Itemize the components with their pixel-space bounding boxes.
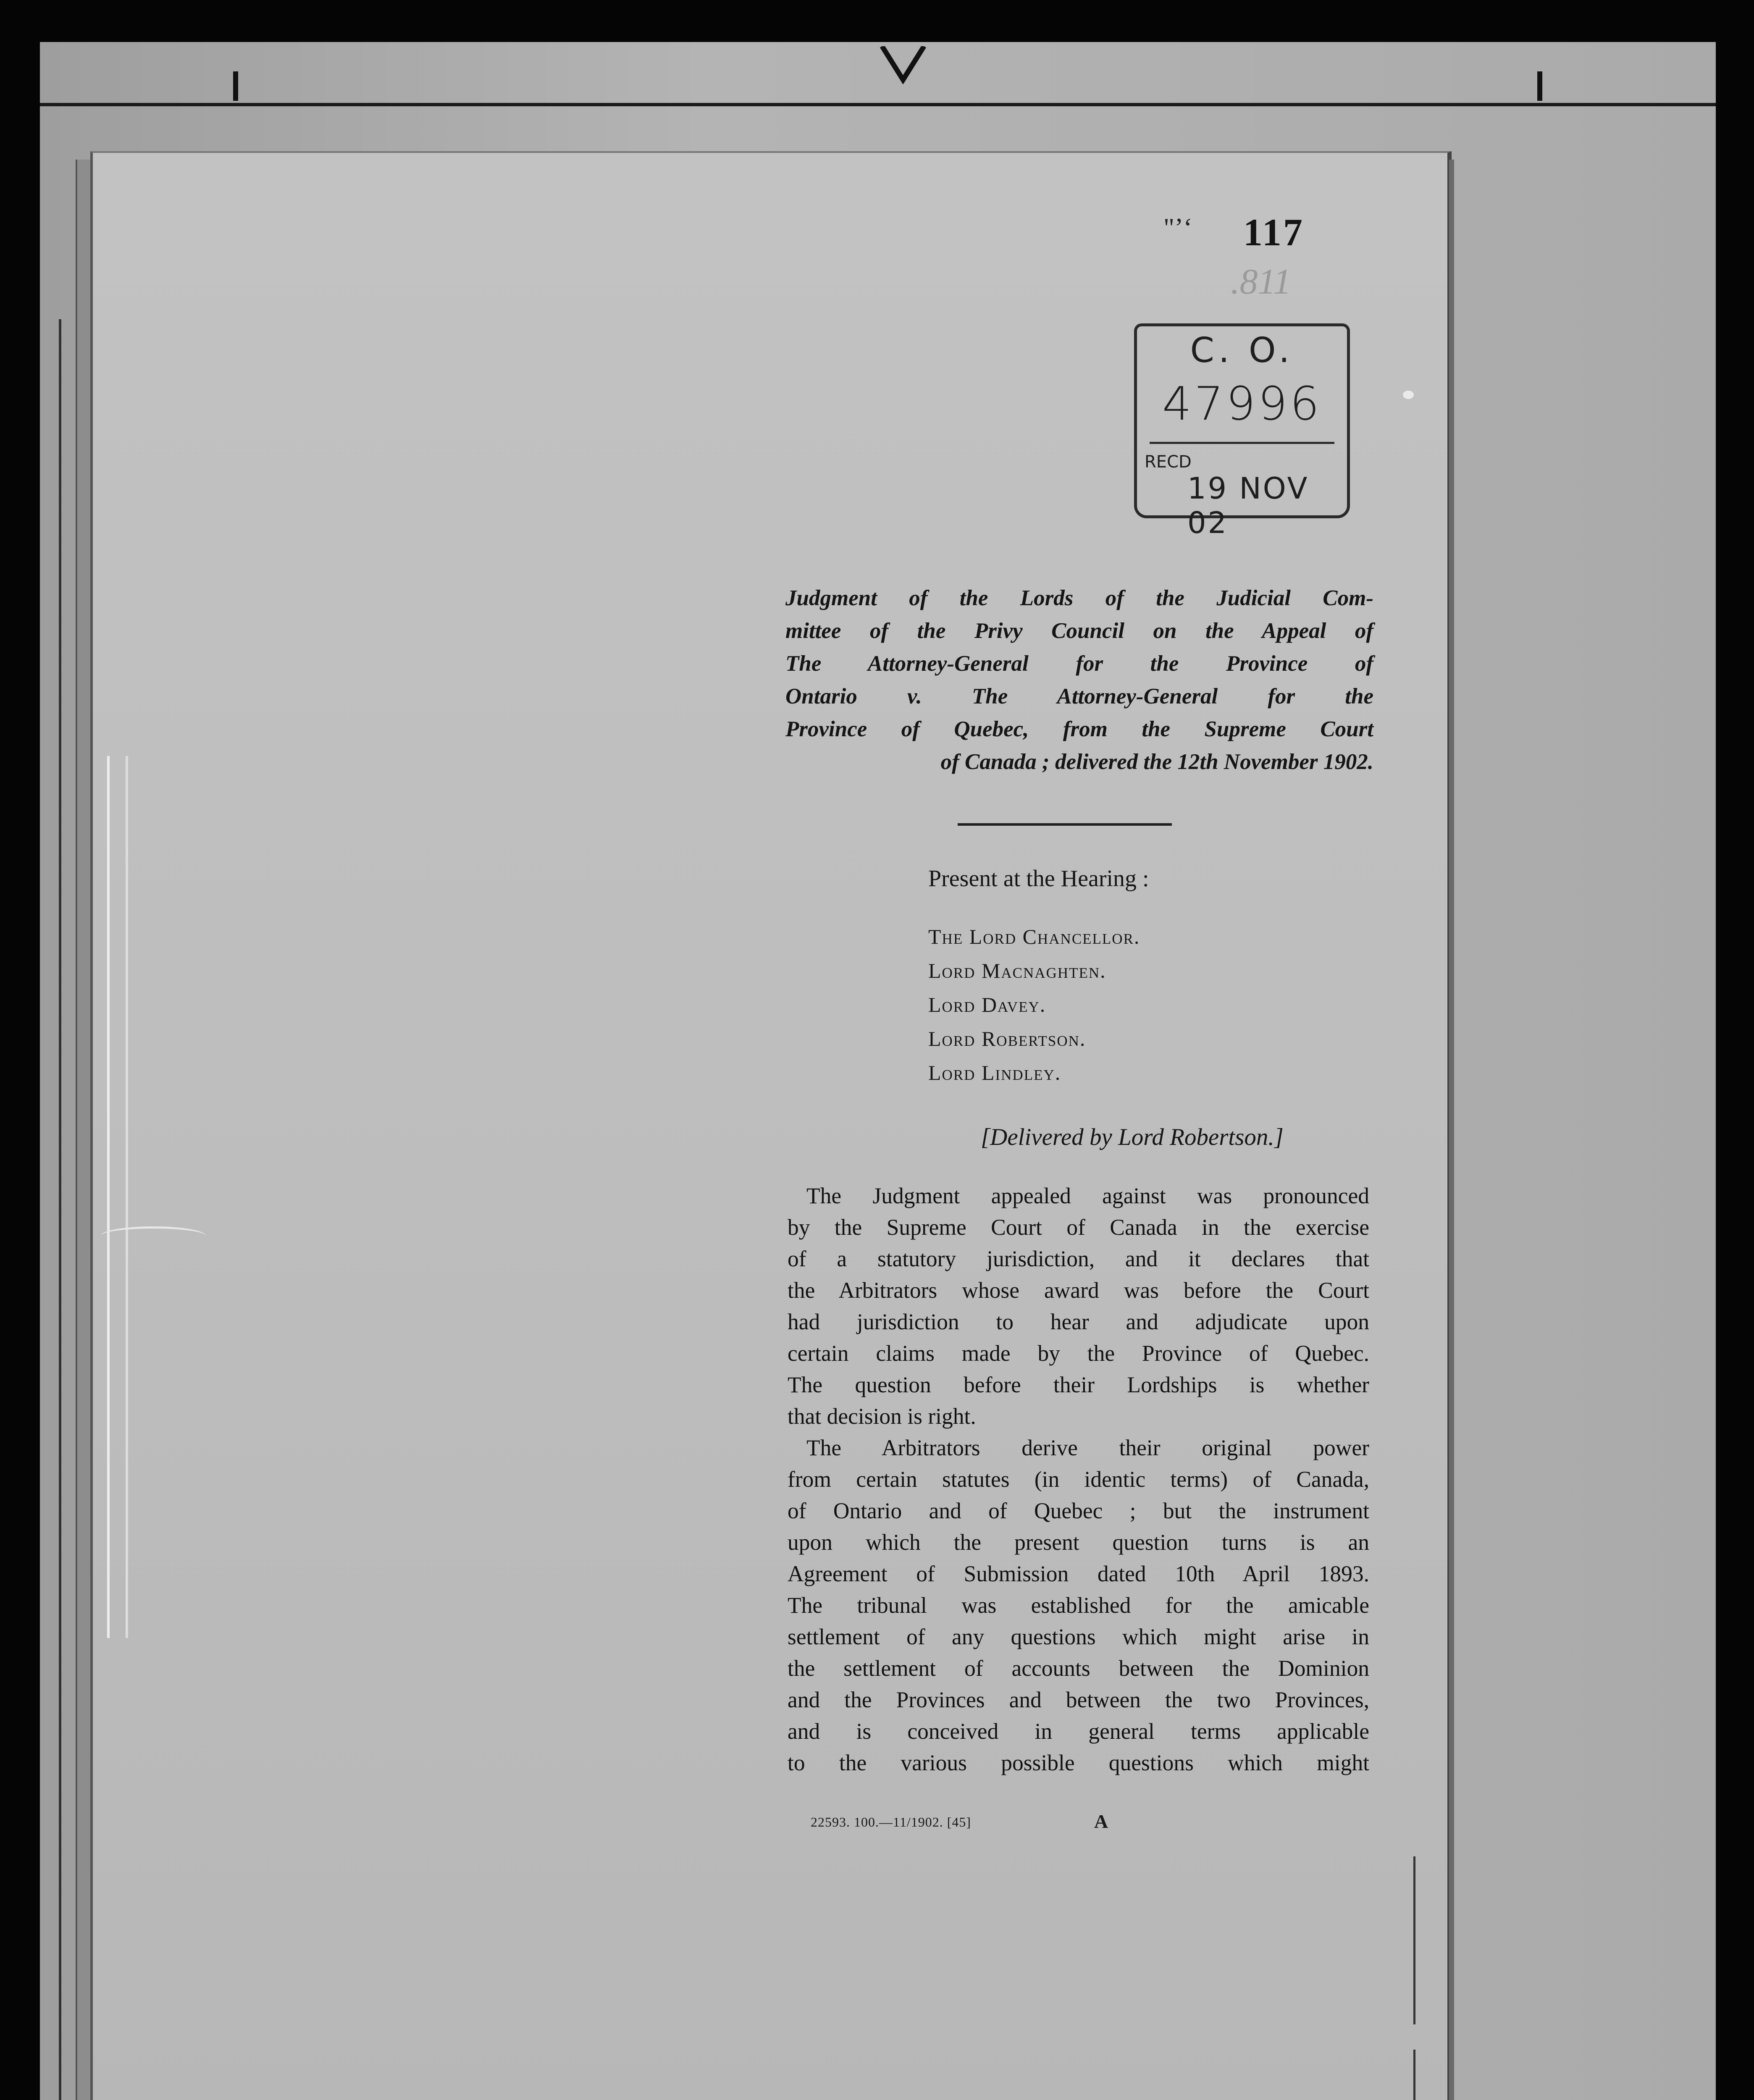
body-line: the settlement of accounts between the Dominion bbox=[788, 1656, 1369, 1681]
stamp-number: 47996 bbox=[1162, 377, 1322, 430]
frame-top-rule bbox=[40, 103, 1716, 106]
lords-list bbox=[928, 920, 1140, 1090]
body-line: The Judgment appealed against was pronounced bbox=[806, 1183, 1369, 1208]
section-divider bbox=[958, 823, 1172, 826]
page-right-edge bbox=[1449, 160, 1454, 2100]
body-line: by the Supreme Court of Canada in the exercise bbox=[788, 1215, 1369, 1240]
judgment-body bbox=[788, 1180, 1369, 1779]
heading-line: Province of Quebec, from the Supreme Court bbox=[785, 717, 1373, 741]
frame-tick-right bbox=[1537, 71, 1542, 101]
body-line: to the various possible questions which might bbox=[788, 1750, 1369, 1775]
body-line: Agreement of Submission dated 10th April 1893. bbox=[788, 1561, 1369, 1586]
body-line: from certain statutes (in identic terms) of Canada, bbox=[788, 1467, 1369, 1492]
body-line: and the Provinces and between the two Provinces, bbox=[788, 1687, 1369, 1712]
folio-number: 117 bbox=[1243, 211, 1304, 254]
heading-line: The Attorney-General for the Province of bbox=[785, 651, 1373, 676]
body-line: upon which the present question turns is an bbox=[788, 1530, 1369, 1555]
body-line: settlement of any questions which might arise in bbox=[788, 1624, 1369, 1649]
stamp-office: C. O. bbox=[1190, 331, 1294, 370]
margin-mark-right bbox=[1413, 1856, 1415, 2024]
body-line: and is conceived in general terms applicable bbox=[788, 1719, 1369, 1744]
left-edge-rule bbox=[59, 319, 61, 2100]
binding-tape bbox=[107, 756, 128, 1638]
body-line: of Ontario and of Quebec ; but the instrument bbox=[788, 1498, 1369, 1523]
heading-line: Judgment of the Lords of the Judicial Com- bbox=[785, 586, 1373, 610]
signature-mark: A bbox=[1094, 1811, 1108, 1832]
lord-name: Lord Robertson. bbox=[928, 1027, 1086, 1050]
heading-line: of Canada ; delivered the 12th November 1902. bbox=[940, 750, 1373, 774]
frame-tick-left bbox=[233, 71, 238, 101]
stamp-date: 19 NOV 02 bbox=[1187, 471, 1309, 540]
body-line: had jurisdiction to hear and adjudicate upon bbox=[788, 1309, 1369, 1334]
blemish-dot bbox=[1403, 391, 1414, 399]
body-line: The tribunal was established for the amicable bbox=[788, 1593, 1369, 1618]
heading-line: Ontario v. The Attorney-General for the bbox=[785, 684, 1373, 709]
margin-mark-right-lower bbox=[1413, 2050, 1415, 2100]
faint-folio-number: .811 bbox=[1231, 261, 1292, 302]
printer-imprint: 22593. 100.—11/1902. [45] bbox=[811, 1814, 972, 1830]
lord-name: Lord Lindley. bbox=[928, 1061, 1061, 1084]
delivered-by: [Delivered by Lord Robertson.] bbox=[981, 1124, 1284, 1150]
lord-name: Lord Macnaghten. bbox=[928, 959, 1106, 982]
body-line: The question before their Lordships is whether bbox=[788, 1372, 1369, 1397]
body-line: the Arbitrators whose award was before the Court bbox=[788, 1278, 1369, 1303]
present-at-hearing-label: Present at the Hearing : bbox=[928, 866, 1149, 892]
judgment-heading bbox=[785, 582, 1373, 778]
lord-name: The Lord Chancellor. bbox=[928, 925, 1140, 948]
body-line: The Arbitrators derive their original power bbox=[806, 1435, 1369, 1460]
lord-name: Lord Davey. bbox=[928, 993, 1046, 1016]
frame-notch-icon bbox=[878, 46, 928, 84]
colonial-office-stamp bbox=[1134, 323, 1350, 540]
body-line: certain claims made by the Province of Quebec. bbox=[788, 1341, 1369, 1366]
stamp-recd-label: RECD bbox=[1145, 452, 1192, 472]
heading-line: mittee of the Privy Council on the Appeal of bbox=[785, 619, 1373, 643]
body-line: of a statutory jurisdiction, and it declares that bbox=[788, 1246, 1369, 1271]
binding-tie bbox=[101, 1226, 206, 1245]
stamp-rule bbox=[1150, 442, 1334, 444]
folio-prefix: "’‘ bbox=[1163, 213, 1192, 242]
body-line: that decision is right. bbox=[788, 1404, 976, 1429]
